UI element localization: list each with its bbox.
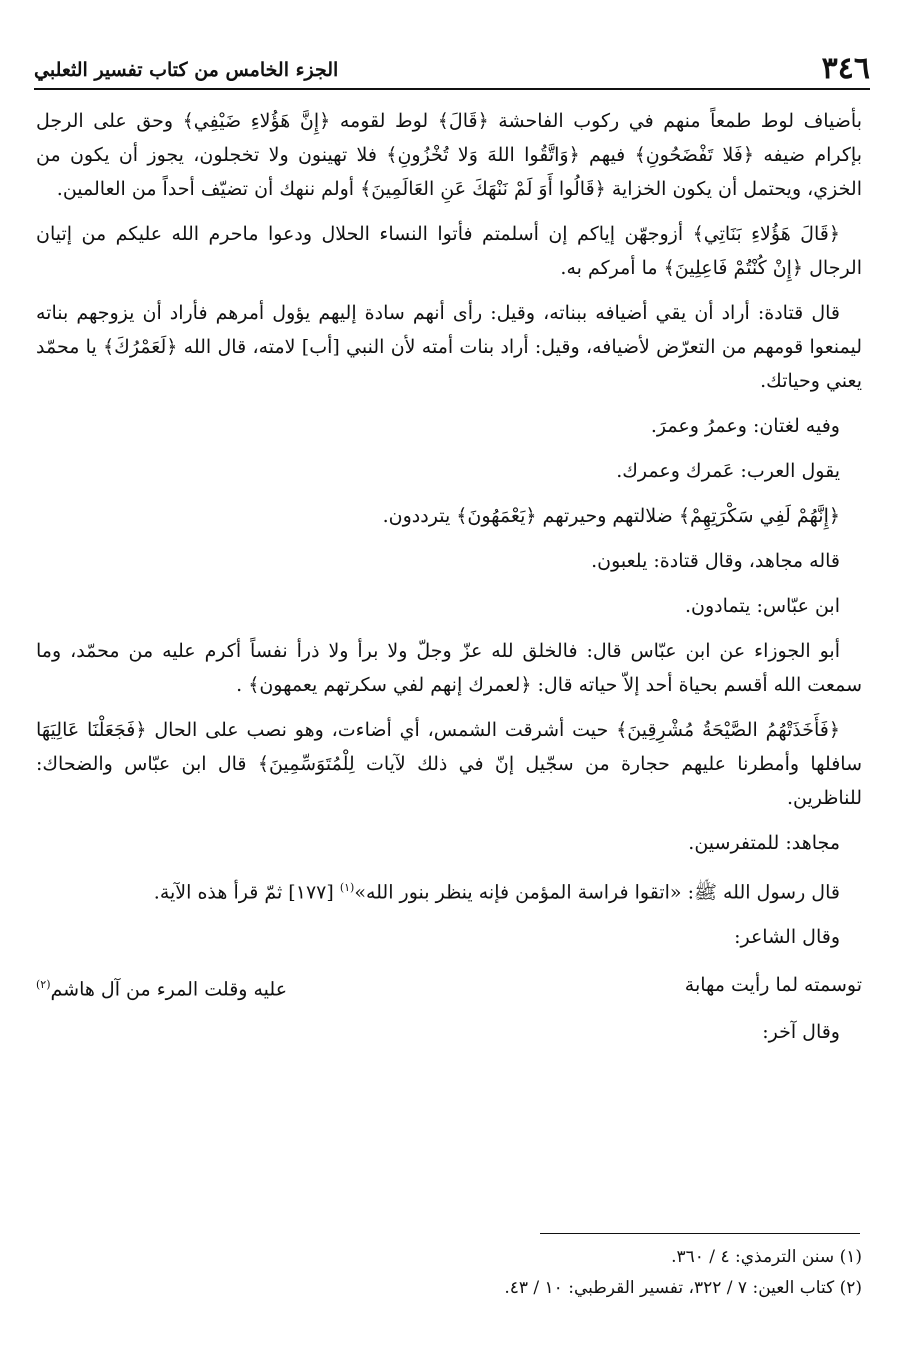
paragraph-9: أبو الجوزاء عن ابن عبّاس قال: فالخلق لله عزّ وجلّ ولا برأ ولا ذرأ نفساً أكرم عليه من محمّد، وما سمعت الله أقسم بحياة أحد إلاّ حياته قال: ﴿لعمرك إنهم لفي سكرتهم يعمهون﴾ . [36, 640, 862, 696]
paragraph-12 [36, 871, 862, 909]
footnote-ref-1: (١) [339, 881, 355, 894]
paragraph-6: ﴿إِنَّهُمْ لَفِي سَكْرَتِهِمْ﴾ ضلالتهم وحيرتهم ﴿يَعْمَهُونَ﴾ يترددون. [382, 505, 840, 527]
paragraph-10: ﴿فَأَخَذَتْهُمُ الصَّيْحَةُ مُشْرِقِينَ﴾ حيت أشرقت الشمس، أي أضاءت، وهو نصب على الحال ﴿فَجَعَلْنَا عَالِيَهَا سافلها وأمطرنا عليهم حجارة من سجّيل إنّ في ذلك لآيات لِلْمُتَوَسِّمِينَ﴾ قال ابن عبّاس والضحاك: للناظرين. [36, 719, 862, 809]
footnotes [36, 1242, 862, 1304]
page-header [34, 38, 870, 84]
poem-second-wrap [36, 968, 287, 1006]
main-text [36, 104, 862, 1060]
paragraph-5: يقول العرب: عَمرك وعمرك. [616, 460, 840, 482]
page-number: ٣٤٦ [821, 51, 870, 86]
running-title: الجزء الخامس من كتاب تفسير الثعلبي [34, 59, 339, 81]
header-rule [34, 88, 870, 90]
paragraph-11: مجاهد: للمتفرسين. [688, 832, 840, 854]
paragraph-13: وقال الشاعر: [734, 926, 840, 949]
footnote-rule [540, 1233, 860, 1234]
footnote-2: (٢) كتاب العين: ٧ / ٣٢٢، تفسير القرطبي: ١٠ / ٤٣. [504, 1278, 862, 1298]
poem-first-hemistich: توسمته لما رأيت مهابة [684, 974, 862, 997]
paragraph-4: وفيه لغتان: وعمرُ وعمرَ. [650, 415, 840, 437]
paragraph-14: وقال آخر: [762, 1020, 840, 1043]
paragraph-2: ﴿قَالَ هَؤُلاءِ بَنَاتِي﴾ أزوجهّن إياكم إن أسلمتم فأتوا النساء الحلال ودعوا ماحرم الله عليكم من إتيان الرجال ﴿إِنْ كُنْتُمْ فَاعِلِينَ﴾ ما أمركم به. [36, 223, 862, 279]
paragraph-7: قاله مجاهد، وقال قتادة: يلعبون. [591, 550, 840, 572]
hadith-end: [١٧٧] ثمّ قرأ هذه الآية. [153, 881, 340, 904]
footnote-1: (١) سنن الترمذي: ٤ / ٣٦٠. [671, 1247, 862, 1267]
poem-verse [36, 968, 862, 1006]
paragraph-3: قال قتادة: أراد أن يقي أضيافه ببناته، وقيل: رأى أنهم سادة إليهم يؤول أمرهم فأراد أن يزوجهم بناته ليمنعوا قومهم من التعرّض لأضيافه، وقيل: أراد بنات أمته لأن النبي [أب] لامته، قال الله ﴿لَعَمْرُكَ﴾ يا محمّد يعني وحياتك. [36, 302, 862, 392]
hadith-text: قال رسول الله ﷺ: «اتقوا فراسة المؤمن فإنه ينظر بنور الله» [354, 881, 840, 904]
footnote-ref-2: (٢) [36, 978, 51, 992]
paragraph-8: ابن عبّاس: يتمادون. [685, 595, 840, 617]
poem-second-hemistich: عليه وقلت المرء من آل هاشم [50, 978, 288, 1001]
paragraph-1: بأضياف لوط طمعاً منهم في ركوب الفاحشة ﴿قَالَ﴾ لوط لقومه ﴿إِنَّ هَؤُلاءِ ضَيْفِي﴾ وحق على الرجل بإكرام ضيفه ﴿فَلا تَفْضَحُونِ﴾ فيهم ﴿وَاتَّقُوا اللهَ وَلا تُخْزُونِ﴾ فلا تهينون ولا تخجلون، يجوز أن يكون من الخزي، ويحتمل أن يكون الخزاية ﴿قَالُوا أَوَ لَمْ نَنْهَكَ عَنِ العَالَمِينَ﴾ أولم ننهك أن تضيّف أحداً من العالمين. [36, 110, 862, 200]
